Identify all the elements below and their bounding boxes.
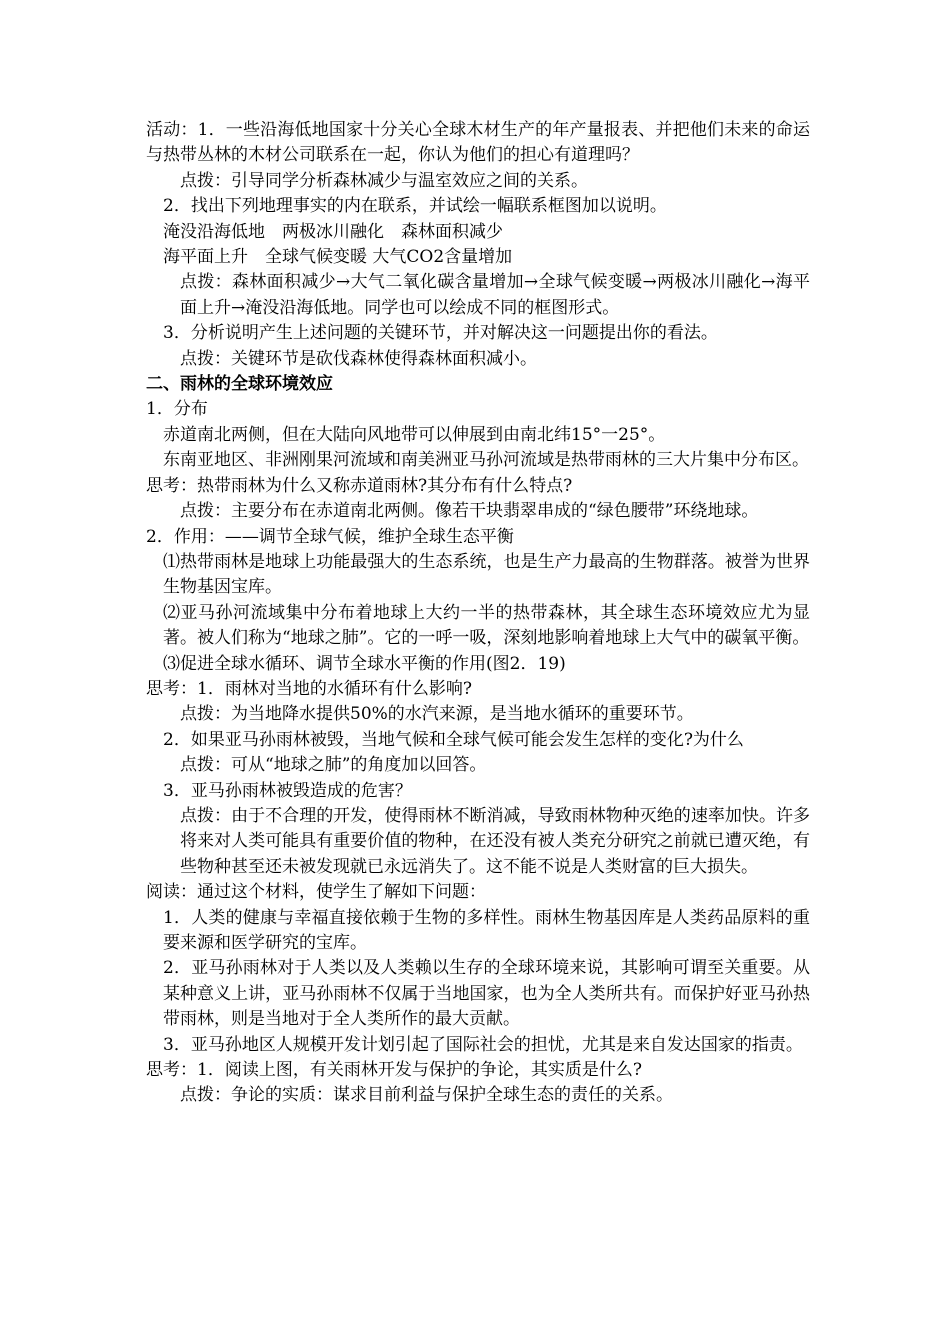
list-item: 3．亚马孙地区人规模开发计划引起了国际社会的担忧，尤其是来自发达国家的指责。 [163, 1034, 803, 1055]
think-paragraph: 思考：热带雨林为什么又称赤道雨林?其分布有什么特点? [146, 475, 573, 496]
hint-paragraph: 点拨：由于不合理的开发，使得雨林不断消减，导致雨林物种灭绝的速率加快。许多将来对人类可能具有重要价值的物种，在还没有被人类充分研究之前就已遭灭绝，有些物种甚至还未被发现就已永远消失了。这不能不说是人类财富的巨大损失。 [180, 805, 810, 877]
activity-paragraph-1: 活动：1．一些沿海低地国家十分关心全球木材生产的年产量报表、并把他们未来的命运与热带丛林的木材公司联系在一起，你认为他们的担心有道理吗？ [146, 120, 810, 166]
subsection-heading-function: 2．作用：——调节全球气候，维护全球生态平衡 [146, 526, 514, 547]
think-paragraph: 3．亚马孙雨林被毁造成的危害？ [163, 780, 412, 801]
subsection-heading-distribution: 1．分布 [146, 399, 208, 420]
think-paragraph: 思考：1．阅读上图，有关雨林开发与保护的争论，其实质是什么? [146, 1060, 642, 1081]
hint-paragraph: 点拨：引导同学分析森林减少与温室效应之间的关系。 [180, 170, 588, 191]
body-paragraph: 赤道南北两侧，但在大陆向风地带可以伸展到由南北纬15°一25°。 [163, 424, 666, 445]
reading-paragraph: 阅读：通过这个材料，使学生了解如下问题： [146, 882, 486, 903]
fact-line-2: 海平面上升 全球气候变暖 大气CO2含量增加 [163, 247, 513, 268]
fact-line-1: 淹没沿海低地 两极冰川融化 森林面积减少 [163, 221, 503, 242]
hint-paragraph: 点拨：主要分布在赤道南北两侧。像若干块翡翠串成的“绿色腰带”环绕地球。 [180, 501, 759, 522]
list-item: 1．人类的健康与幸福直接依赖于生物的多样性。雨林生物基因库是人类药品原料的重 要来源和医学研究的宝库。 [163, 907, 810, 953]
think-paragraph: 思考：1．雨林对当地的水循环有什么影响? [146, 678, 472, 699]
activity-paragraph-2: 2．找出下列地理事实的内在联系，并试绘一幅联系框图加以说明。 [163, 196, 667, 217]
list-item: 2．亚马孙雨林对于人类以及人类赖以生存的全球环境来说，其影响可谓至关重要。从某种意义上讲，亚马孙雨林不仅属于当地国家，也为全人类所共有。而保护好亚马孙热带雨林，则是当地对于全人类所作的最大贡献。 [163, 958, 810, 1030]
think-paragraph: 2．如果亚马孙雨林被毁，当地气候和全球气候可能会发生怎样的变化?为什么 [163, 729, 744, 750]
list-item: ⑵亚马孙河流域集中分布着地球上大约一半的热带森林，其全球生态环境效应尤为显著。被人们称为“地球之肺”。它的一呼一吸，深刻地影响着地球上大气中的碳氧平衡。 [163, 602, 810, 649]
hint-paragraph: 点拨：森林面积减少→大气二氧化碳含量增加→全球气候变暖→两极冰川融化→海平面上升→淹没沿海低地。同学也可以绘成不同的框图形式。 [180, 272, 810, 318]
list-item: ⑴热带雨林是地球上功能最强大的生态系统，也是生产力最高的生物群落。被誉为世界生物基因宝库。 [163, 551, 810, 598]
section-heading: 二、雨林的全球环境效应 [146, 374, 333, 395]
hint-paragraph: 点拨：争论的实质：谋求目前利益与保护全球生态的责任的关系。 [180, 1085, 673, 1106]
body-paragraph: 东南亚地区、非洲刚果河流域和南美洲亚马孙河流域是热带雨林的三大片集中分布区。 [163, 450, 809, 471]
hint-paragraph: 点拨：关键环节是砍伐森林使得森林面积减小。 [180, 348, 537, 369]
activity-paragraph-3: 3．分析说明产生上述问题的关键环节，并对解决这一问题提出你的看法。 [163, 323, 718, 344]
hint-paragraph: 点拨：为当地降水提供50%的水汽来源，是当地水循环的重要环节。 [180, 704, 694, 725]
list-item: ⑶促进全球水循环、调节全球水平衡的作用(图2．19) [163, 653, 566, 674]
hint-paragraph: 点拨：可从“地球之肺”的角度加以回答。 [180, 755, 487, 776]
document-page [146, 118, 810, 1109]
